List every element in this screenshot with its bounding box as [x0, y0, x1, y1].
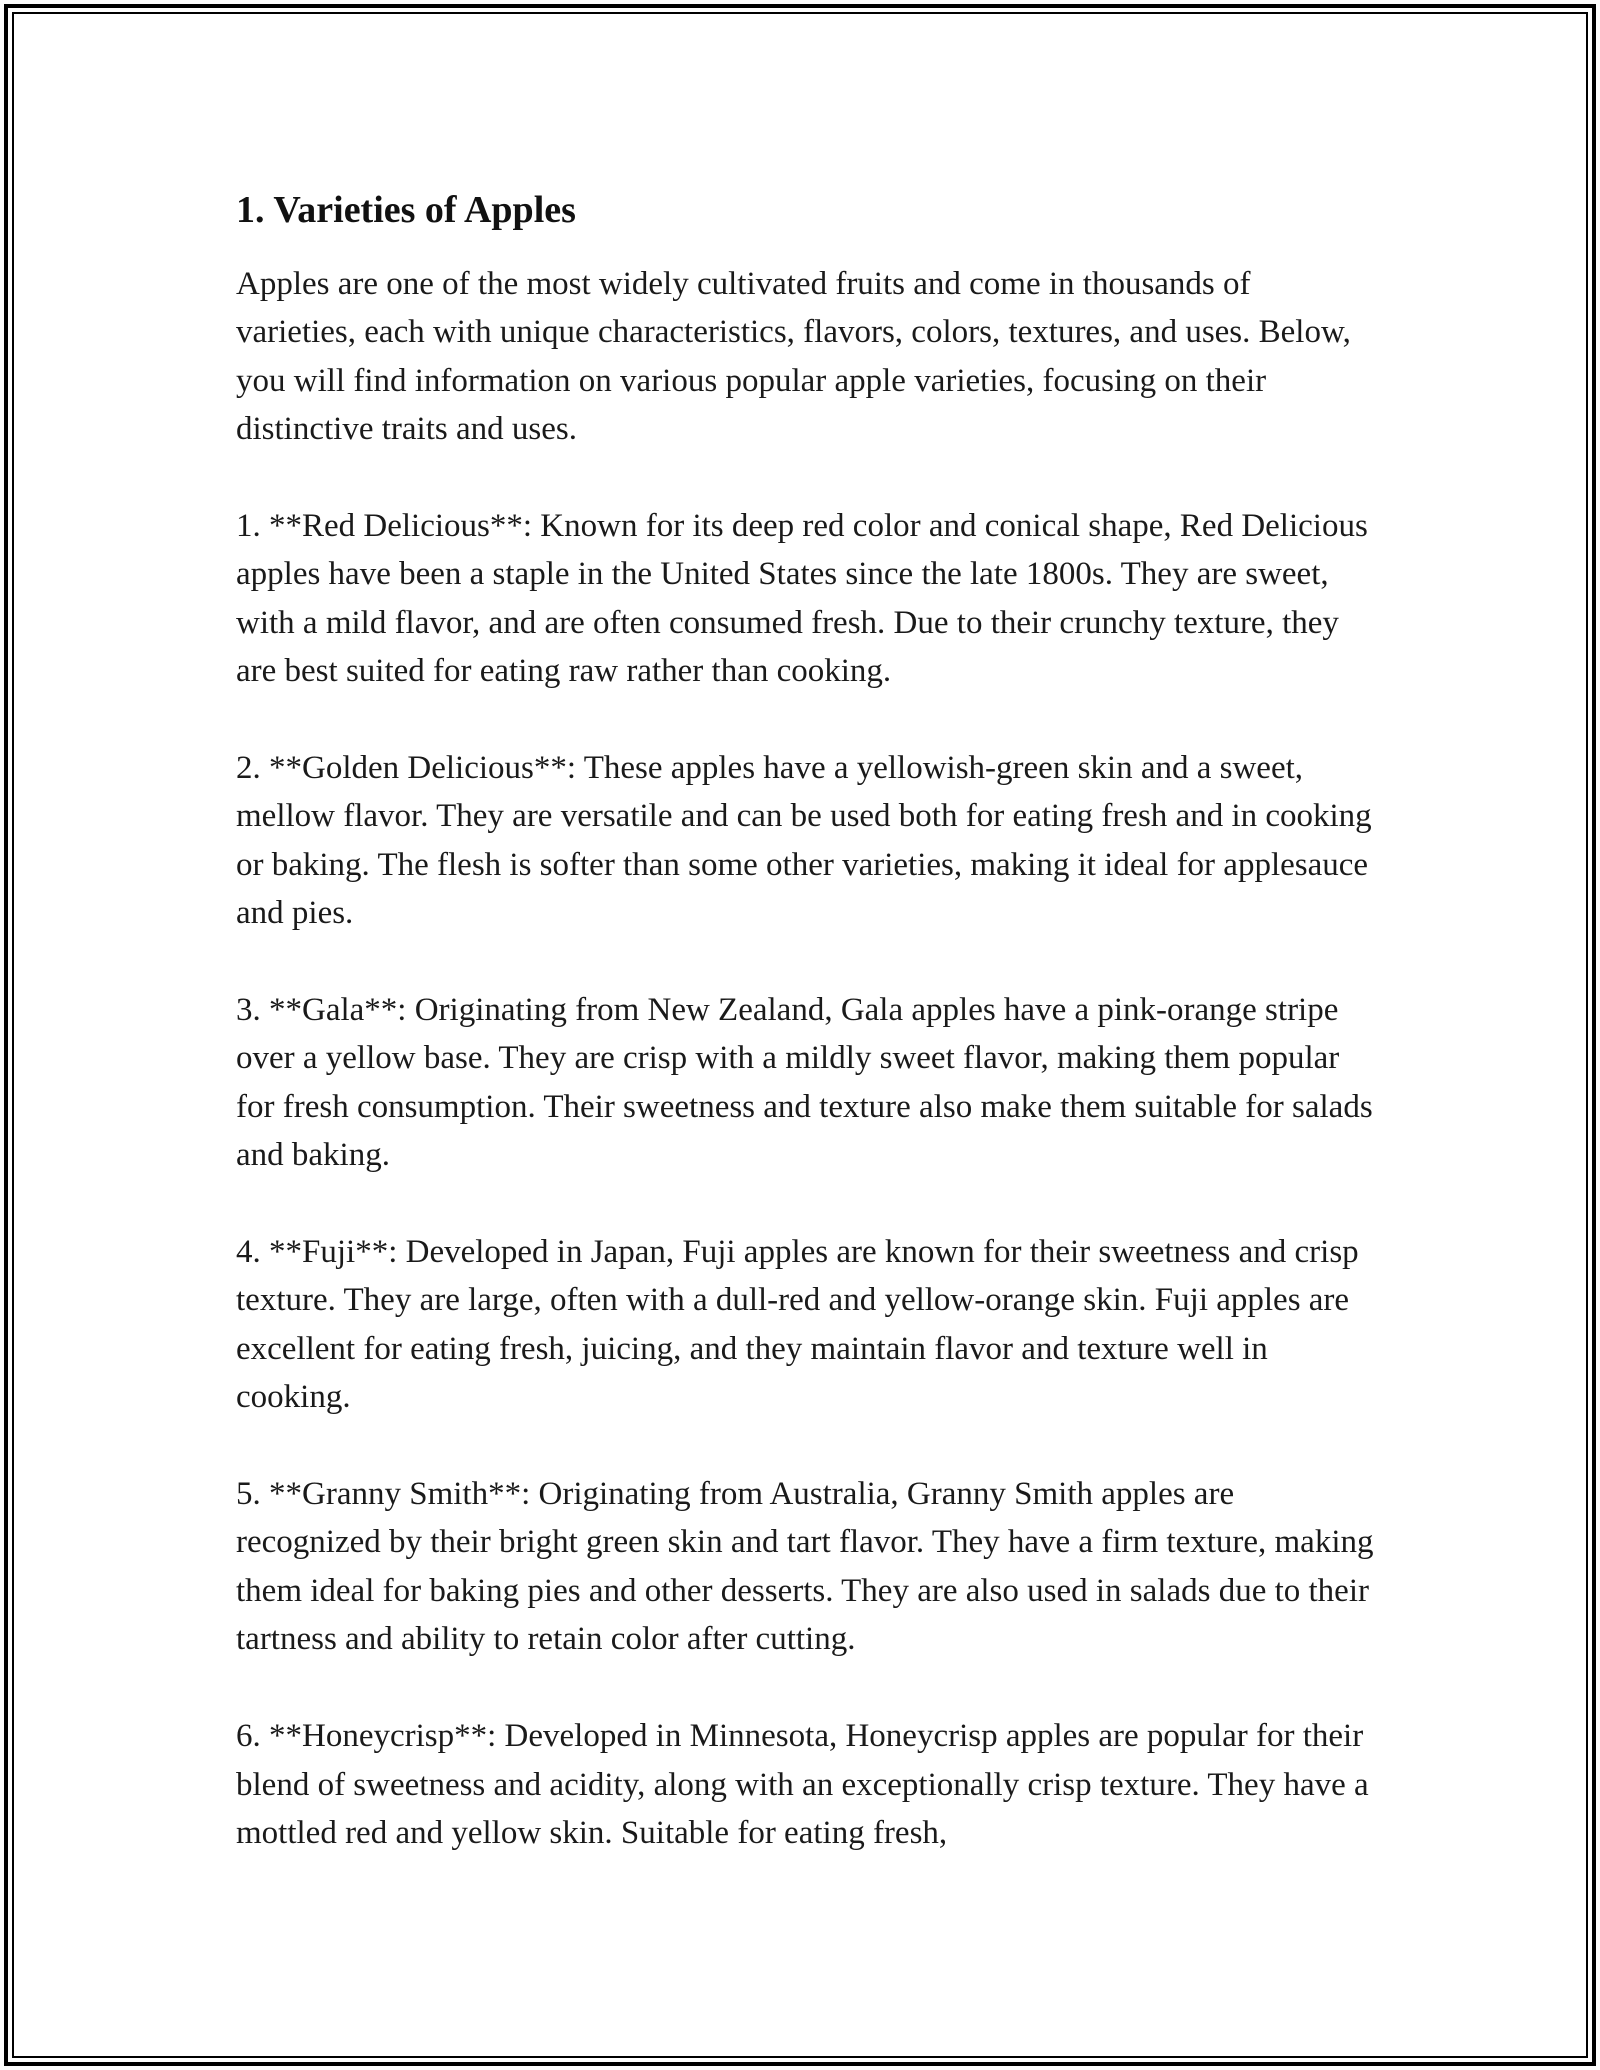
section-heading: 1. Varieties of Apples: [236, 189, 576, 231]
paragraph-fuji: 4. **Fuji**: Developed in Japan, Fuji apples are known for their sweetness and crisp texture. They are large, often with a dull-red and yellow-orange skin. Fuji apples are excellent for eating fresh, juicing, and they maintain flavor and texture well in cooking.: [236, 1234, 1359, 1416]
paragraph-red-delicious: 1. **Red Delicious**: Known for its deep red color and conical shape, Red Delicious apples have been a staple in the United States since the late 1800s. They are sweet, with a mild flavor, and are often consumed fresh. Due to their crunchy texture, they are best suited for eating raw rather than cooking.: [236, 508, 1368, 690]
paragraph-gala: 3. **Gala**: Originating from New Zealand, Gala apples have a pink-orange stripe over a yellow base. They are crisp with a mildly sweet flavor, making them popular for fresh consumption. Their sweetness and texture also make them suitable for salads and baking.: [236, 992, 1373, 1174]
paragraph-golden-delicious: 2. **Golden Delicious**: These apples have a yellowish-green skin and a sweet, mellow flavor. They are versatile and can be used both for eating fresh and in cooking or baking. The flesh is softer than some other varieties, making it ideal for applesauce and pies.: [236, 750, 1372, 932]
paragraph-granny-smith: 5. **Granny Smith**: Originating from Australia, Granny Smith apples are recognized by their bright green skin and tart flavor. They have a firm texture, making them ideal for baking pies and other desserts. They are also used in salads due to their tartness and ability to retain color after cutting.: [236, 1476, 1374, 1658]
paragraph-honeycrisp: 6. **Honeycrisp**: Developed in Minnesota, Honeycrisp apples are popular for their blend of sweetness and acidity, along with an exceptionally crisp texture. They have a mottled red and yellow skin. Suitable for eating fresh,: [236, 1718, 1369, 1851]
intro-paragraph: Apples are one of the most widely cultivated fruits and come in thousands of varieties, each with unique characteristics, flavors, colors, textures, and uses. Below, you will find information on various popular apple varieties, focusing on their distinctive traits and uses.: [236, 266, 1351, 448]
document-body: [236, 186, 1376, 1857]
